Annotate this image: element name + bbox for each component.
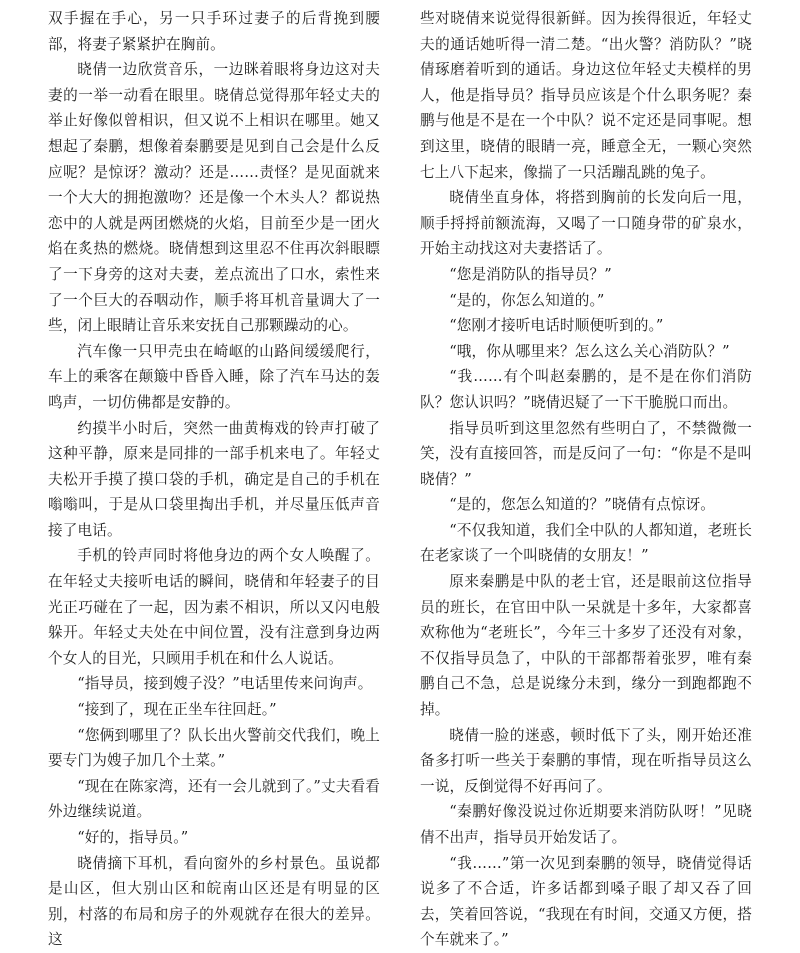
paragraph: “我……有个叫赵秦鹏的，是不是在你们消防队？您认识吗？”晓倩迟疑了一下干脆脱口而出。 bbox=[420, 368, 752, 411]
paragraph: 晓倩一边欣赏音乐，一边眯着眼将身边这对夫妻的一举一动看在眼里。晓倩总觉得那年轻丈夫的举止好像似曾相识，但又说不上相识在哪里。她又想起了秦鹏，想像着秦鹏要是见到自己会是什么反应呢？是惊讶？激动？还是……责怪？是见面就来一个大大的拥抱激吻？还是像一个木头人？都说热恋中的人就是两团燃烧的火焰，目前至少是一团火焰在炙热的燃烧。晓倩想到这里忍不住再次斜眼瞟了一下身旁的这对夫妻，差点流出了口水，索性来了一个巨大的吞咽动作，顺手将耳机音量调大了一些，闭上眼睛让音乐来安抚自己那颗躁动的心。 bbox=[48, 61, 380, 335]
paragraph: “不仅我知道，我们全中队的人都知道，老班长在老家谈了一个叫晓倩的女朋友！” bbox=[420, 521, 752, 565]
left-text-column bbox=[48, 6, 380, 953]
paragraph: “现在在陈家湾，还有一会儿就到了。”丈夫看看外边继续说道。 bbox=[48, 777, 380, 821]
right-text-column bbox=[420, 6, 752, 953]
paragraph: “接到了，现在正坐车往回赶。” bbox=[77, 701, 277, 719]
paragraph: “您俩到哪里了？队长出火警前交代我们，晚上要专门为嫂子加几个土菜。” bbox=[48, 726, 380, 770]
paragraph: 晓倩一脸的迷惑，顿时低下了头，刚开始还准备多打听一些关于秦鹏的事情，现在听指导员这么一说，反倒觉得不好再问了。 bbox=[420, 726, 752, 795]
paragraph: 指导员听到这里忽然有些明白了，不禁微微一笑，没有直接回答，而是反问了一句：“你是不是叫晓倩？” bbox=[420, 419, 752, 488]
paragraph: “好的，指导员。” bbox=[77, 829, 189, 846]
paragraph: “是的，您怎么知道的？”晓倩有点惊讶。 bbox=[449, 496, 716, 514]
paragraph: “您刚才接听电话时顺便听到的。” bbox=[449, 317, 664, 335]
paragraph: “哦，你从哪里来？怎么这么关心消防队？” bbox=[449, 342, 730, 360]
paragraph: 些对晓倩来说觉得很新鲜。因为挨得很近，年轻丈夫的通话她听得一清二楚。“出火警？消防队？”晓倩琢磨着听到的通话。身边这位年轻丈夫模样的男人，他是指导员？指导员应该是个什么职务呢？秦鹏与他是不是在一个中队？说不定还是同事呢。想到这里，晓倩的眼睛一亮，睡意全无，一颗心突然七上八下起来，像揣了一只活蹦乱跳的兔子。 bbox=[420, 10, 752, 181]
paragraph: 汽车像一只甲壳虫在崎岖的山路间缓缓爬行，车上的乘客在颠簸中昏昏入睡，除了汽车马达的轰鸣声，一切仿佛都是安静的。 bbox=[48, 342, 380, 411]
paragraph: 双手握在手心，另一只手环过妻子的后背挽到腰部，将妻子紧紧护在胸前。 bbox=[48, 10, 380, 53]
paragraph: “是的，你怎么知道的。” bbox=[449, 291, 605, 309]
paragraph: 晓倩坐直身体，将搭到胸前的长发向后一甩，顺手捋捋前额流海，又喝了一口随身带的矿泉水，开始主动找这对夫妻搭话了。 bbox=[420, 189, 752, 258]
paragraph: “我……”第一次见到秦鹏的领导，晓倩觉得话说多了不合适，许多话都到嗓子眼了却又吞了回去，笑着回答说，“我现在有时间，交通又方便，搭个车就来了。” bbox=[420, 854, 752, 949]
paragraph: 手机的铃声同时将他身边的两个女人唤醒了。在年轻丈夫接听电话的瞬间，晓倩和年轻妻子的目光正巧碰在了一起，因为素不相识，所以又闪电般躲开。年轻丈夫处在中间位置，没有注意到身边两个女人的目光，只顾用手机在和什么人说话。 bbox=[48, 547, 380, 667]
paragraph: “指导员，接到嫂子没？”电话里传来问询声。 bbox=[77, 675, 373, 693]
paragraph: “您是消防队的指导员？” bbox=[449, 265, 612, 283]
paragraph: “秦鹏好像没说过你近期要来消防队呀！”见晓倩不出声，指导员开始发话了。 bbox=[420, 803, 752, 846]
paragraph: 晓倩摘下耳机，看向窗外的乡村景色。虽说都是山区，但大别山区和皖南山区还是有明显的区别，村落的布局和房子的外观就存在很大的差异。这 bbox=[48, 854, 380, 949]
paragraph: 约摸半小时后，突然一曲黄梅戏的铃声打破了这种平静，原来是同排的一部手机来电了。年轻丈夫松开手摸了摸口袋的手机，确定是自己的手机在嗡嗡叫，于是从口袋里掏出手机，并尽量压低声音接了电话。 bbox=[48, 419, 380, 539]
paragraph: 原来秦鹏是中队的老士官，还是眼前这位指导员的班长，在官田中队一呆就是十多年，大家都喜欢称他为“老班长”，今年三十多岁了还没有对象，不仅指导员急了，中队的干部都帮着张罗，唯有秦鹏自己不急，总是说缘分未到，缘分一到跑都跑不掉。 bbox=[420, 573, 752, 719]
